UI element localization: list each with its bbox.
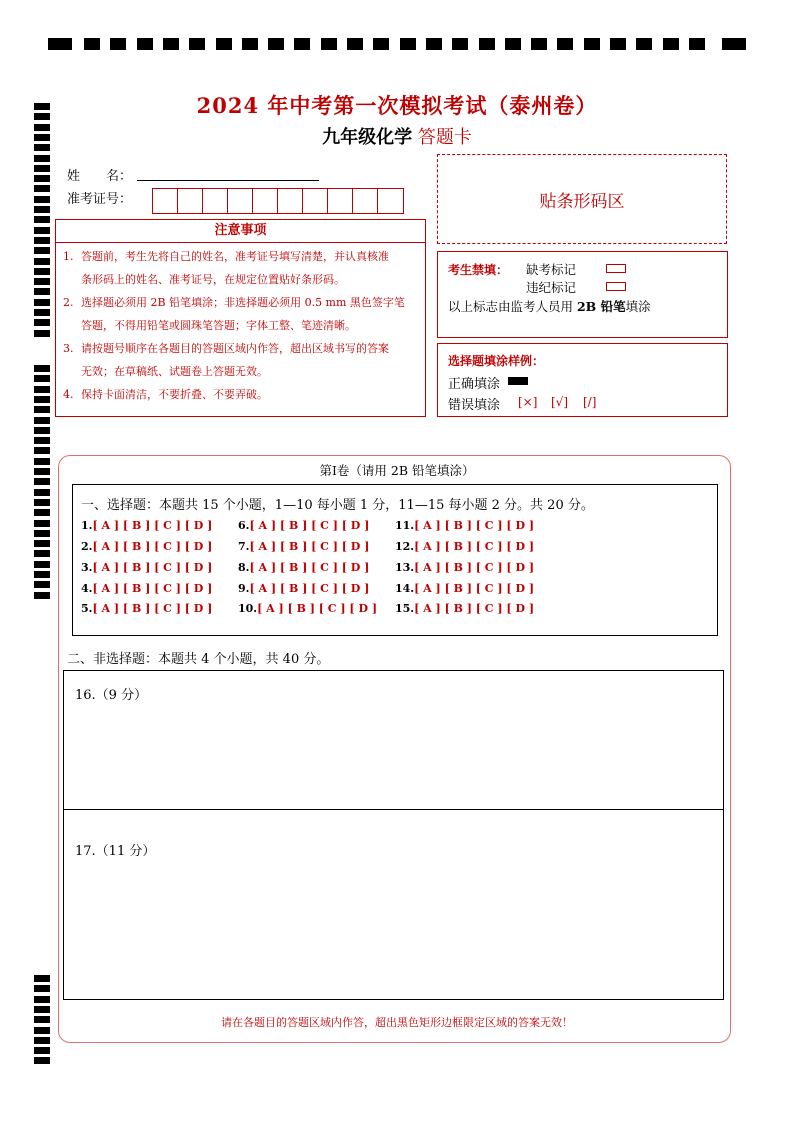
timing-mark <box>34 375 50 382</box>
timing-mark <box>557 38 573 50</box>
exam-title: 2024 年中考第一次模拟考试（泰州卷） <box>196 93 598 118</box>
free-answer-box[interactable] <box>63 670 724 1000</box>
violation-mark-box[interactable] <box>606 282 626 291</box>
top-timing-marks <box>48 38 746 50</box>
timing-mark <box>34 1006 50 1013</box>
timing-mark <box>34 520 50 527</box>
notice-item: 4. 保持卡面清洁，不要折叠、不要弄破。 <box>63 388 268 401</box>
mc-question-row[interactable]: 5.[ A ] [ B ] [ C ] [ D ] <box>81 602 213 615</box>
multiple-choice-title: 一、选择题：本题共 15 个小题，1—10 每小题 1 分，11—15 每小题 2 分。共 20 分。 <box>81 498 594 513</box>
timing-mark <box>34 237 50 244</box>
timing-mark <box>636 38 652 50</box>
id-digit-box[interactable] <box>303 189 328 213</box>
timing-mark <box>34 550 50 557</box>
wrong-mark-x: [×] <box>518 395 538 409</box>
mc-question-row[interactable]: 15.[ A ] [ B ] [ C ] [ D ] <box>395 602 535 615</box>
timing-mark <box>34 437 50 444</box>
id-digit-box[interactable] <box>178 189 203 213</box>
mc-question-row[interactable]: 9.[ A ] [ B ] [ C ] [ D ] <box>238 582 370 595</box>
id-digit-box[interactable] <box>228 189 253 213</box>
timing-mark <box>722 38 746 50</box>
notice-item: 3. 请按题号顺序在各题目的答题区域内作答，超出区域书写的答案 无效；在草稿纸、试题卷上答题无效。 <box>63 342 389 378</box>
timing-mark <box>34 592 50 599</box>
timing-mark <box>189 38 205 50</box>
timing-mark <box>34 247 50 254</box>
timing-mark <box>321 38 337 50</box>
notice-title: 注意事项 <box>56 220 425 243</box>
timing-mark <box>34 489 50 496</box>
correct-fill-sample <box>508 377 528 385</box>
id-digit-box[interactable] <box>203 189 228 213</box>
timing-mark <box>34 258 50 265</box>
timing-mark <box>34 571 50 578</box>
part1-title: 第Ⅰ卷（请用 2B 铅笔填涂） <box>319 463 475 478</box>
timing-mark <box>34 427 50 434</box>
timing-mark <box>216 38 232 50</box>
staff-note: 以上标志由监考人员用 2B 铅笔填涂 <box>448 299 651 314</box>
timing-mark <box>34 155 50 162</box>
timing-mark <box>34 561 50 568</box>
timing-mark <box>689 38 705 50</box>
mc-question-row[interactable]: 11.[ A ] [ B ] [ C ] [ D ] <box>395 519 535 532</box>
timing-mark <box>34 985 50 992</box>
timing-mark <box>34 1037 50 1044</box>
correct-fill-label: 正确填涂 <box>448 377 501 392</box>
mc-question-row[interactable]: 13.[ A ] [ B ] [ C ] [ D ] <box>395 561 535 574</box>
timing-mark <box>34 1047 50 1054</box>
mc-question-row[interactable]: 6.[ A ] [ B ] [ C ] [ D ] <box>238 519 370 532</box>
timing-mark <box>373 38 389 50</box>
timing-mark <box>505 38 521 50</box>
absent-mark-label: 缺考标记 <box>526 262 577 277</box>
id-digit-box[interactable] <box>353 189 378 213</box>
id-number-boxes[interactable] <box>152 188 404 214</box>
answer-divider <box>63 809 724 810</box>
timing-mark <box>452 38 468 50</box>
timing-mark <box>400 38 416 50</box>
staff-only-box <box>437 251 728 338</box>
notice-box <box>55 219 426 417</box>
timing-mark <box>34 406 50 413</box>
timing-mark <box>663 38 679 50</box>
mc-question-row[interactable]: 1.[ A ] [ B ] [ C ] [ D ] <box>81 519 213 532</box>
id-digit-box[interactable] <box>278 189 303 213</box>
timing-mark <box>34 319 50 326</box>
question-17-label: 17.（11 分） <box>75 844 156 859</box>
wrong-mark-check: [√] <box>551 395 569 409</box>
timing-mark <box>347 38 363 50</box>
timing-mark <box>294 38 310 50</box>
timing-mark <box>268 38 284 50</box>
timing-mark <box>479 38 495 50</box>
wrong-mark-slash: [/] <box>583 395 597 409</box>
wrong-fill-label: 错误填涂 <box>448 398 501 413</box>
timing-mark <box>34 216 50 223</box>
timing-mark <box>531 38 547 50</box>
question-16-label: 16.（9 分） <box>75 688 148 703</box>
timing-mark <box>34 540 50 547</box>
timing-mark <box>34 268 50 275</box>
answer-sheet-label: 答题卡 <box>417 127 472 148</box>
timing-mark <box>34 499 50 506</box>
subject-label: 九年级化学 <box>322 127 413 148</box>
staff-only-title: 考生禁填： <box>448 263 509 277</box>
timing-mark <box>34 185 50 192</box>
timing-mark <box>34 447 50 454</box>
timing-mark <box>610 38 626 50</box>
name-field[interactable] <box>137 180 319 181</box>
barcode-area: 贴条形码区 <box>437 154 727 244</box>
timing-mark <box>34 278 50 285</box>
violation-mark-label: 违纪标记 <box>526 280 577 295</box>
name-label: 姓 名： <box>67 169 133 184</box>
timing-mark <box>34 975 50 982</box>
id-label: 准考证号： <box>67 192 133 207</box>
notice-item: 1. 答题前，考生先将自己的姓名，准考证号填写清楚，并认真核准 条形码上的姓名、准考证号，在规定位置贴好条形码。 <box>63 250 389 286</box>
mc-question-row[interactable]: 2.[ A ] [ B ] [ C ] [ D ] <box>81 540 213 553</box>
fill-sample-title: 选择题填涂样例： <box>448 354 545 368</box>
footer-warning: 请在各题目的答题区域内作答，超出黑色矩形边框限定区域的答案无效！ <box>221 1016 573 1029</box>
timing-mark <box>34 206 50 213</box>
timing-mark <box>584 38 600 50</box>
mc-question-row[interactable]: 3.[ A ] [ B ] [ C ] [ D ] <box>81 561 213 574</box>
timing-mark <box>34 309 50 316</box>
id-digit-box[interactable] <box>153 189 178 213</box>
absent-mark-box[interactable] <box>606 264 626 273</box>
part2-title: 二、非选择题：本题共 4 个小题，共 40 分。 <box>67 652 330 667</box>
mc-question-row[interactable]: 7.[ A ] [ B ] [ C ] [ D ] <box>238 540 370 553</box>
id-digit-box[interactable] <box>253 189 278 213</box>
timing-mark <box>34 386 50 393</box>
timing-mark <box>34 227 50 234</box>
timing-mark <box>34 299 50 306</box>
id-digit-box[interactable] <box>328 189 353 213</box>
mc-question-row[interactable]: 4.[ A ] [ B ] [ C ] [ D ] <box>81 582 213 595</box>
timing-mark <box>34 417 50 424</box>
mc-question-row[interactable]: 12.[ A ] [ B ] [ C ] [ D ] <box>395 540 535 553</box>
timing-mark <box>34 288 50 295</box>
timing-mark <box>34 478 50 485</box>
mc-question-row[interactable]: 14.[ A ] [ B ] [ C ] [ D ] <box>395 582 535 595</box>
timing-mark <box>34 330 50 337</box>
timing-mark <box>110 38 126 50</box>
timing-mark <box>242 38 258 50</box>
timing-mark <box>426 38 442 50</box>
fill-sample-box <box>437 343 728 417</box>
timing-mark <box>163 38 179 50</box>
mc-question-row[interactable]: 10.[ A ] [ B ] [ C ] [ D ] <box>238 602 378 615</box>
timing-mark <box>34 1057 50 1064</box>
timing-mark <box>34 165 50 172</box>
timing-mark <box>34 175 50 182</box>
notice-item: 2. 选择题必须用 2B 铅笔填涂；非选择题必须用 0.5 mm 黑色签字笔 答题，不得用铅笔或圆珠笔答题；字体工整、笔迹清晰。 <box>63 296 405 332</box>
timing-mark <box>34 509 50 516</box>
mc-question-row[interactable]: 8.[ A ] [ B ] [ C ] [ D ] <box>238 561 370 574</box>
timing-mark <box>34 365 50 372</box>
timing-mark <box>34 581 50 588</box>
timing-mark <box>84 38 100 50</box>
timing-mark <box>48 38 72 50</box>
timing-mark <box>34 396 50 403</box>
id-digit-box[interactable] <box>378 189 403 213</box>
timing-mark <box>137 38 153 50</box>
timing-mark <box>34 996 50 1003</box>
exam-subtitle <box>0 123 794 149</box>
timing-mark <box>34 196 50 203</box>
timing-mark <box>34 530 50 537</box>
